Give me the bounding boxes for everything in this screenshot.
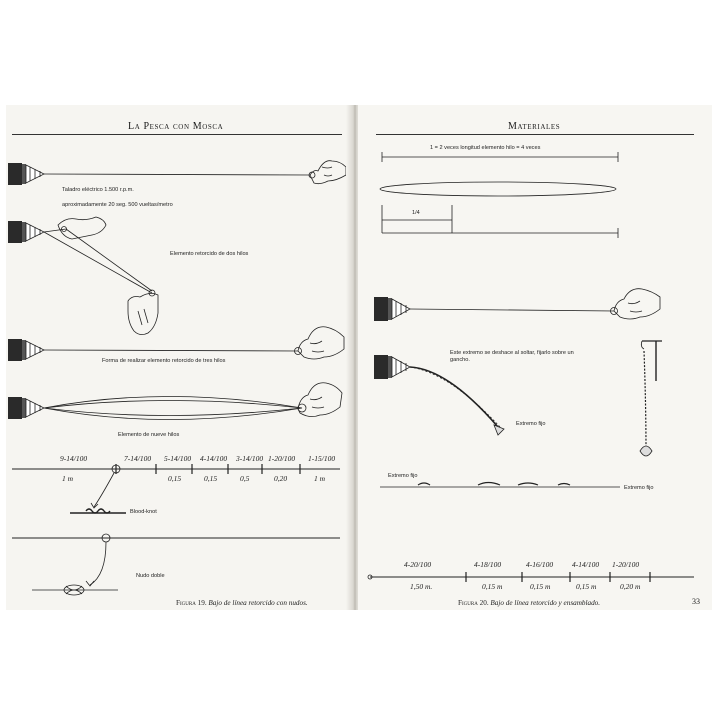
drill-chuck-4 [8,397,44,419]
right-caption-figure: Figura 20. [458,599,489,607]
drill-chuck-1 [8,163,44,185]
left-length-6: 1 m [314,474,326,483]
left-spec-4: 4-14/100 [200,454,228,463]
right-spec-5: 1-20/100 [612,560,640,569]
label-fixed-end-3: Extremo fijo [624,485,654,491]
left-length-3: 0,15 [204,474,218,483]
hand-3 [295,327,345,359]
drill-chuck-2 [8,221,44,243]
drill-chuck-6 [374,355,410,379]
label-double-knot: Nudo doble [136,573,165,579]
drill-chuck-5 [374,297,410,321]
right-running-header: Materiales [508,121,561,132]
left-spec-6: 1-20/100 [268,454,296,463]
left-caption [176,599,308,607]
right-caption [458,599,600,607]
label-nine-strand: Elemento de nueve hilos [118,432,180,438]
label-fixed-end-1: Extremo fijo [516,421,546,427]
page-number: 33 [692,597,700,606]
twisted-element-ellipse [380,182,616,196]
label-ratio: 1 = 2 veces longitud elemento hilo = 4 veces [430,145,541,151]
right-caption-text: Bajo de línea retorcido y ensamblado. [490,599,601,607]
left-running-header: La Pesca con Mosca [128,121,224,132]
right-length-3: 0,15 m [530,582,551,591]
label-blood-knot: Blood-knot [130,509,157,515]
label-approx: aproximadamente 20 seg. 500 vueltas/metro [62,202,173,208]
label-three-strand: Forma de realizar elemento retorcido de tres hilos [102,358,226,364]
right-page [358,105,712,610]
right-spec-3: 4-16/100 [526,560,554,569]
left-length-2: 0,15 [168,474,182,483]
double-knot-drawing [32,585,118,595]
left-spec-7: 1-15/100 [308,454,336,463]
right-spec-4: 4-14/100 [572,560,600,569]
left-spec-2: 7-14/100 [124,454,152,463]
hand-2-upper [58,217,106,239]
label-fixed-end-2: Extremo fijo [388,473,418,479]
left-length-5: 0,20 [274,474,288,483]
right-length-5: 0,20 m [620,582,641,591]
left-spec-1: 9-14/100 [60,454,88,463]
left-page [6,105,352,610]
right-spec-1: 4-20/100 [404,560,432,569]
left-caption-text: Bajo de línea retorcido con nudos. [208,599,308,607]
hand-1 [309,161,346,184]
left-length-4: 0,5 [240,474,250,483]
blood-knot-drawing [70,509,126,513]
label-drill: Taladro eléctrico 1.500 r.p.m. [62,187,134,193]
label-untwist: Este extremo se deshace al soltar, fijarlo sobre un gancho. [450,350,574,363]
right-length-2: 0,15 m [482,582,503,591]
left-spec-3: 5-14/100 [164,454,192,463]
left-spec-5: 3-14/100 [236,454,264,463]
hand-2-lower [128,290,158,335]
label-quarter: 1/4 [412,210,420,216]
right-length-4: 0,15 m [576,582,597,591]
left-length-1: 1 m [62,474,74,483]
book-spread [6,105,712,610]
right-length-1: 1,50 m. [410,582,433,591]
drill-chuck-3 [8,339,44,361]
hand-5 [611,289,661,319]
label-two-strand: Elemento retorcido de dos hilos [170,251,249,257]
left-caption-figure: Figura 19. [176,599,207,607]
hand-4 [298,383,342,417]
right-spec-2: 4-18/100 [474,560,502,569]
